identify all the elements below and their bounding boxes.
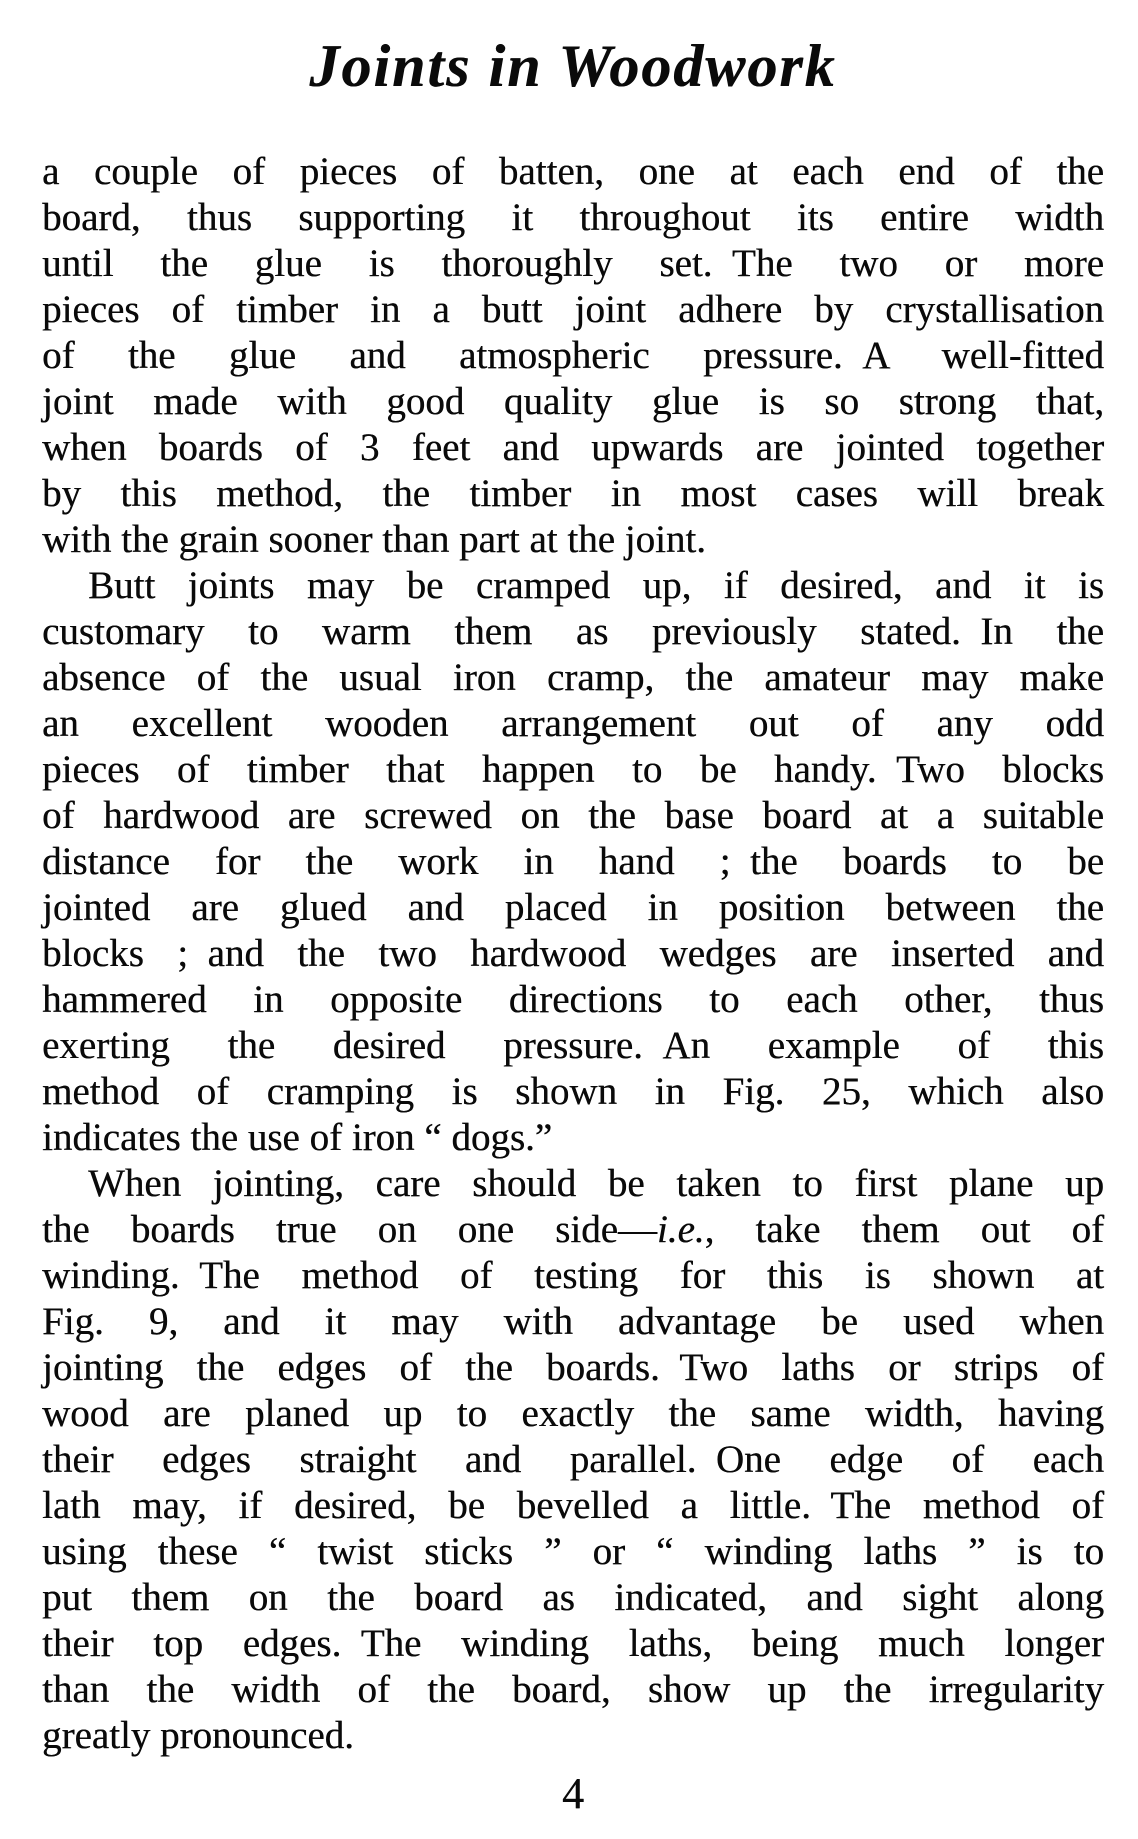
text-line: their edges straight and parallel. One edge of each bbox=[42, 1438, 1104, 1481]
text-line: with the grain sooner than part at the joint. bbox=[42, 518, 706, 561]
text-line: Butt joints may be cramped up, if desired, and it is bbox=[88, 564, 1104, 607]
text-line: of the glue and atmospheric pressure. A well-fitted bbox=[42, 334, 1104, 377]
text-line: jointing the edges of the boards. Two laths or strips of bbox=[42, 1346, 1104, 1389]
text-line: of hardwood are screwed on the base board at a suitable bbox=[42, 794, 1104, 837]
text-line: by this method, the timber in most cases will break bbox=[42, 472, 1104, 515]
text-line: winding. The method of testing for this is shown at bbox=[42, 1254, 1104, 1297]
text-line: hammered in opposite directions to each other, thus bbox=[42, 978, 1104, 1021]
text-line: method of cramping is shown in Fig. 25, which also bbox=[42, 1070, 1104, 1113]
text-line: greatly pronounced. bbox=[42, 1714, 354, 1757]
paragraph bbox=[42, 563, 1104, 1161]
text-line: their top edges. The winding laths, being much longer bbox=[42, 1622, 1104, 1665]
text-line: an excellent wooden arrangement out of any odd bbox=[42, 702, 1104, 745]
text-line: using these “ twist sticks ” or “ winding laths ” is to bbox=[42, 1530, 1104, 1573]
text-line: wood are planed up to exactly the same width, having bbox=[42, 1392, 1104, 1435]
text-line: joint made with good quality glue is so strong that, bbox=[42, 380, 1104, 423]
text-line: lath may, if desired, be bevelled a little. The method of bbox=[42, 1484, 1104, 1527]
page-title: Joints in Woodwork bbox=[309, 33, 837, 99]
page-number: 4 bbox=[562, 1769, 584, 1818]
text-line: until the glue is thoroughly set. The two or more bbox=[42, 242, 1104, 285]
text-column bbox=[42, 149, 1104, 1759]
text-line: When jointing, care should be taken to first plane up bbox=[88, 1162, 1104, 1205]
text-line: pieces of timber that happen to be handy. Two blocks bbox=[42, 748, 1104, 791]
text-line: jointed are glued and placed in position between the bbox=[42, 886, 1104, 929]
text-line: customary to warm them as previously stated. In the bbox=[42, 610, 1104, 653]
text-line: indicates the use of iron “ dogs.” bbox=[42, 1116, 553, 1159]
text-line: distance for the work in hand ; the boards to be bbox=[42, 840, 1104, 883]
paragraph bbox=[42, 1161, 1104, 1759]
text-line: put them on the board as indicated, and sight along bbox=[42, 1576, 1104, 1619]
text-line: Fig. 9, and it may with advantage be used when bbox=[42, 1300, 1104, 1343]
paragraph bbox=[42, 149, 1104, 563]
text-line: than the width of the board, show up the irregularity bbox=[42, 1668, 1104, 1711]
text-line: blocks ; and the two hardwood wedges are inserted and bbox=[42, 932, 1104, 975]
text-line: the boards true on one side—i.e., take them out of bbox=[42, 1208, 1105, 1251]
text-line: absence of the usual iron cramp, the amateur may make bbox=[42, 656, 1104, 699]
text-line: pieces of timber in a butt joint adhere by crystallisation bbox=[42, 288, 1104, 331]
text-line: exerting the desired pressure. An example of this bbox=[42, 1024, 1104, 1067]
text-line: board, thus supporting it throughout its entire width bbox=[42, 196, 1104, 239]
text-line: when boards of 3 feet and upwards are jointed together bbox=[42, 426, 1104, 469]
text-line: a couple of pieces of batten, one at each end of the bbox=[42, 150, 1104, 193]
